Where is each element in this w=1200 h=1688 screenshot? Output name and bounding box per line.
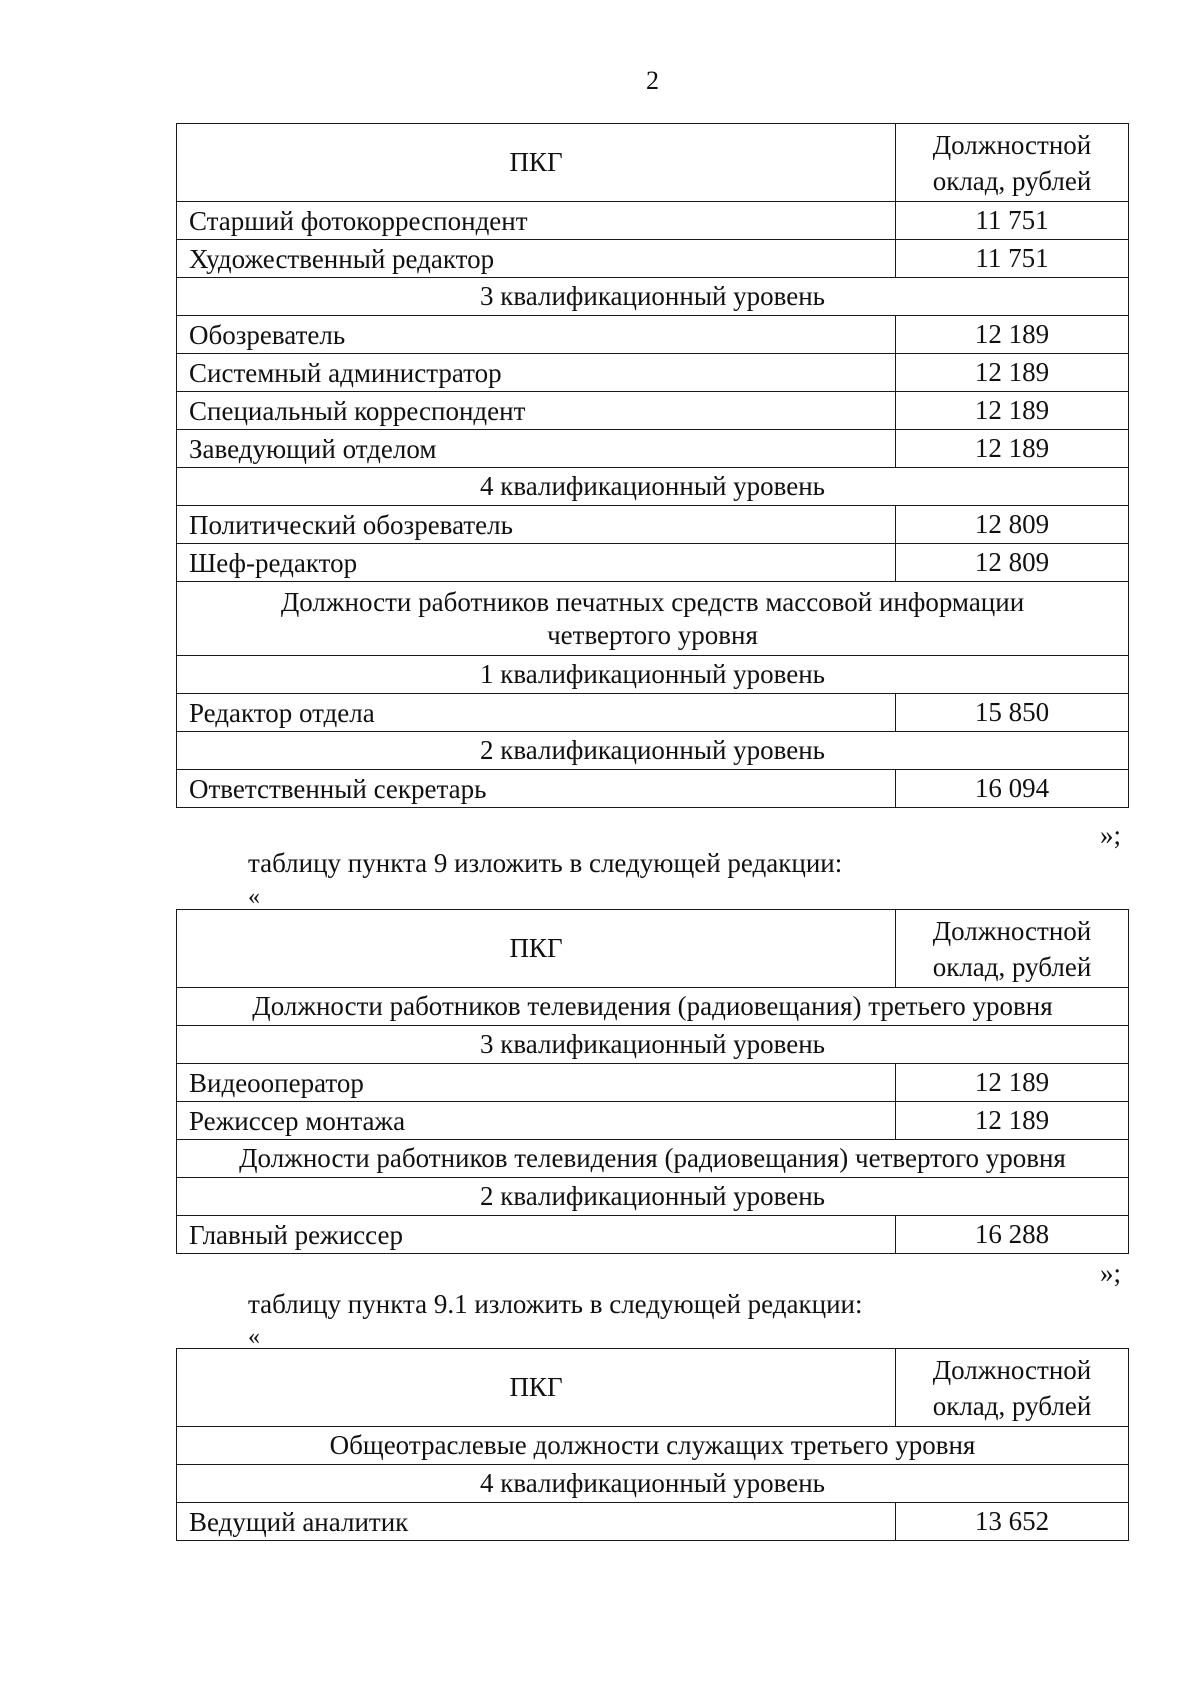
salary-amount: 12 189 <box>896 354 1129 392</box>
salary-amount: 12 189 <box>896 430 1129 468</box>
section-row <box>177 1026 1129 1064</box>
table-row <box>177 1216 1129 1254</box>
section-label: 1 квалификационный уровень <box>177 656 1129 694</box>
header-salary: Должностной оклад, рублей <box>896 1349 1129 1427</box>
header-pkg: ПКГ <box>177 124 896 202</box>
section-label: 2 квалификационный уровень <box>177 1178 1129 1216</box>
table-row <box>177 392 1129 430</box>
salary-amount: 12 189 <box>896 316 1129 354</box>
table-row <box>177 694 1129 732</box>
opening-quote: « <box>248 884 260 910</box>
section-label: 3 квалификационный уровень <box>177 278 1129 316</box>
salary-amount: 13 652 <box>896 1503 1129 1541</box>
salary-amount: 12 189 <box>896 1064 1129 1102</box>
section-row <box>177 582 1129 656</box>
paragraph-item-9-1: таблицу пункта 9.1 изложить в следующей редакции: <box>248 1289 863 1319</box>
section-row <box>177 988 1129 1026</box>
section-label: Должности работников телевидения (радиовещания) четвертого уровня <box>177 1140 1129 1178</box>
section-row <box>177 1465 1129 1503</box>
page-number: 2 <box>646 66 659 95</box>
table-row <box>177 1102 1129 1140</box>
salary-amount: 12 809 <box>896 544 1129 582</box>
section-label: Общеотраслевые должности служащих третьего уровня <box>177 1427 1129 1465</box>
salary-table-general <box>176 1348 1129 1541</box>
position-name: Видеооператор <box>177 1064 896 1102</box>
header-pkg: ПКГ <box>177 1349 896 1427</box>
table-row <box>177 240 1129 278</box>
position-name: Системный администратор <box>177 354 896 392</box>
section-label: 3 квалификационный уровень <box>177 1026 1129 1064</box>
salary-amount: 16 288 <box>896 1216 1129 1254</box>
position-name: Старший фотокорреспондент <box>177 202 896 240</box>
salary-amount: 12 809 <box>896 506 1129 544</box>
table-row <box>177 1503 1129 1541</box>
salary-amount: 11 751 <box>896 202 1129 240</box>
section-label: 4 квалификационный уровень <box>177 1465 1129 1503</box>
table-header-row <box>177 124 1129 202</box>
table-row <box>177 770 1129 808</box>
position-name: Режиссер монтажа <box>177 1102 896 1140</box>
section-row <box>177 656 1129 694</box>
section-row <box>177 278 1129 316</box>
closing-quote: »; <box>1100 1258 1122 1288</box>
table-row <box>177 430 1129 468</box>
section-row <box>177 1140 1129 1178</box>
salary-table-television <box>176 909 1129 1254</box>
position-name: Ведущий аналитик <box>177 1503 896 1541</box>
salary-amount: 15 850 <box>896 694 1129 732</box>
section-label: 4 квалификационный уровень <box>177 468 1129 506</box>
position-name: Заведующий отделом <box>177 430 896 468</box>
table-row <box>177 506 1129 544</box>
header-pkg: ПКГ <box>177 910 896 988</box>
table-header-row <box>177 1349 1129 1427</box>
paragraph-item-9: таблицу пункта 9 изложить в следующей редакции: <box>248 848 843 878</box>
position-name: Специальный корреспондент <box>177 392 896 430</box>
table-row <box>177 202 1129 240</box>
section-label: 2 квалификационный уровень <box>177 732 1129 770</box>
table-header-row <box>177 910 1129 988</box>
closing-quote: »; <box>1100 820 1122 850</box>
position-name: Художественный редактор <box>177 240 896 278</box>
section-row <box>177 1178 1129 1216</box>
salary-amount: 11 751 <box>896 240 1129 278</box>
position-name: Шеф-редактор <box>177 544 896 582</box>
header-salary: Должностной оклад, рублей <box>896 124 1129 202</box>
position-name: Обозреватель <box>177 316 896 354</box>
position-name: Ответственный секретарь <box>177 770 896 808</box>
salary-amount: 12 189 <box>896 1102 1129 1140</box>
section-row <box>177 1427 1129 1465</box>
section-row <box>177 732 1129 770</box>
table-row <box>177 1064 1129 1102</box>
position-name: Политический обозреватель <box>177 506 896 544</box>
opening-quote: « <box>248 1324 260 1350</box>
table-row <box>177 544 1129 582</box>
salary-amount: 16 094 <box>896 770 1129 808</box>
section-label: Должности работников печатных средств массовой информации четвертого уровня <box>177 582 1129 656</box>
table-row <box>177 316 1129 354</box>
section-row <box>177 468 1129 506</box>
position-name: Главный режиссер <box>177 1216 896 1254</box>
salary-amount: 12 189 <box>896 392 1129 430</box>
table-row <box>177 354 1129 392</box>
header-salary: Должностной оклад, рублей <box>896 910 1129 988</box>
salary-table-media <box>176 123 1129 808</box>
position-name: Редактор отдела <box>177 694 896 732</box>
section-label: Должности работников телевидения (радиовещания) третьего уровня <box>177 988 1129 1026</box>
